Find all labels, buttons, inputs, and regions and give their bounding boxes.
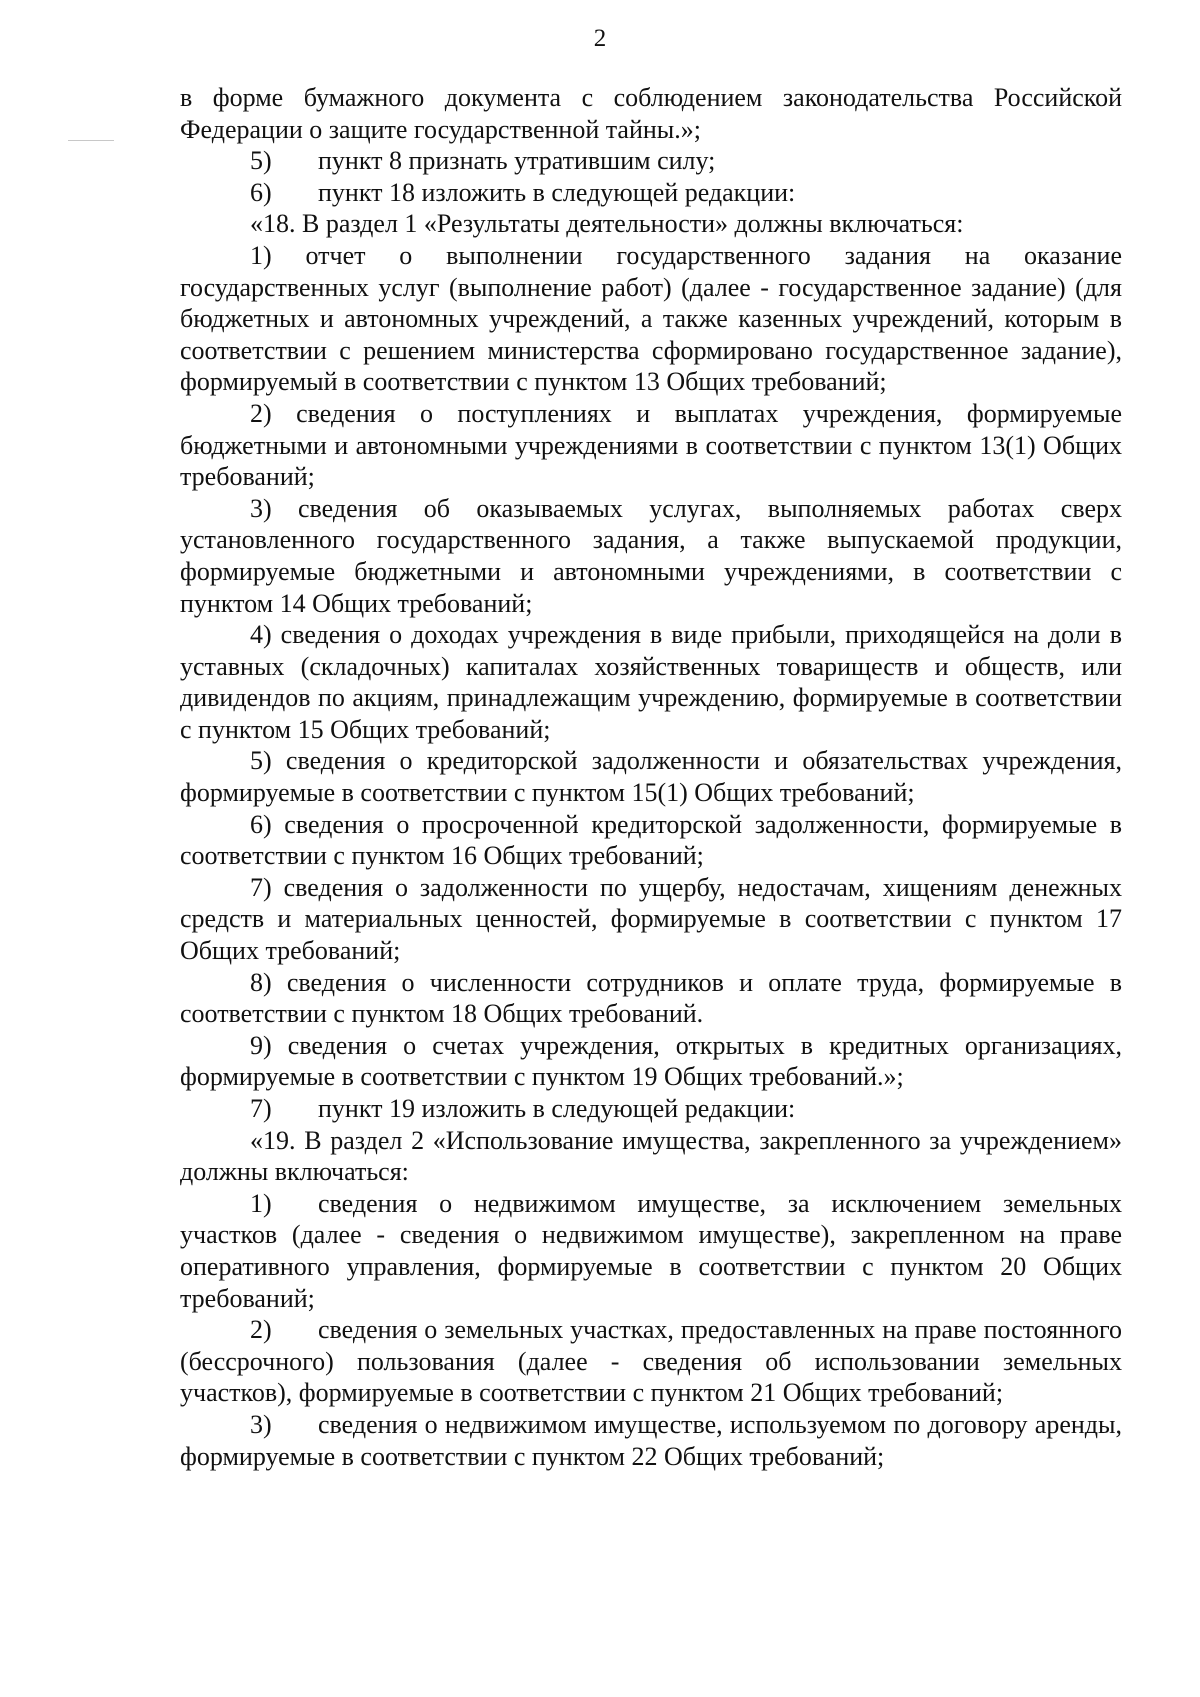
page-number: 2 bbox=[593, 25, 607, 52]
section-19-item-1 bbox=[180, 1188, 1122, 1314]
document-body bbox=[180, 82, 1122, 1472]
list-item-label: 1) bbox=[250, 1188, 272, 1218]
list-item-text: пункт 18 изложить в следующей редакции: bbox=[318, 177, 796, 207]
section-18-item-2: 2) сведения о поступлениях и выплатах учреждения, формируемые бюджетными и автономными учреждениями в соответствии с пунктом 13(1) Общих требований; bbox=[180, 398, 1122, 492]
list-item-label: 2) bbox=[250, 1315, 272, 1345]
list-item-label: 6) bbox=[250, 177, 272, 207]
list-item-text: сведения о недвижимом имуществе, за исключением земельных участков (далее - сведения о недвижимом имуществе), закрепленном на праве оперативного управления, формируемые в соответствии с пунктом 20 Общих требований; bbox=[180, 1188, 1122, 1313]
list-item-label: 5) bbox=[250, 146, 272, 176]
list-item-7 bbox=[180, 1093, 1122, 1125]
section-18-item-8: 8) сведения о численности сотрудников и оплате труда, формируемые в соответствии с пунктом 18 Общих требований. bbox=[180, 967, 1122, 1029]
section-18-item-7: 7) сведения о задолженности по ущербу, недостачам, хищениям денежных средств и материальных ценностей, формируемые в соответствии с пунктом 17 Общих требований; bbox=[180, 872, 1122, 966]
list-item-label: 7) bbox=[250, 1094, 272, 1123]
list-item-label: 3) bbox=[250, 1409, 272, 1439]
section-19-item-2 bbox=[180, 1314, 1122, 1409]
list-item-6 bbox=[180, 177, 1122, 209]
section-18-item-3: 3) сведения об оказываемых услугах, выполняемых работах сверх установленного государственного задания, а также выпускаемой продукции, формируемые бюджетными и автономными учреждениями, в соответствии с пунктом 14 Общих требований; bbox=[180, 493, 1122, 618]
section-19-item-3 bbox=[180, 1409, 1122, 1472]
section-18-item-4: 4) сведения о доходах учреждения в виде прибыли, приходящейся на доли в уставных (складочных) капиталах хозяйственных товариществ и обществ, или дивидендов по акциям, принадлежащим учреждению, формируемые в соответствии с пунктом 15 Общих требований; bbox=[180, 620, 1122, 744]
section-18-item-6: 6) сведения о просроченной кредиторской задолженности, формируемые в соответствии с пунктом 16 Общих требований; bbox=[180, 809, 1122, 871]
list-item-text: сведения о земельных участках, предоставленных на праве постоянного (бессрочного) пользования (далее - сведения об использовании земельных участков), формируемые в соответствии с пунктом 21 Общих требований; bbox=[180, 1315, 1122, 1408]
list-item-text: сведения о недвижимом имуществе, используемом по договору аренды, формируемые в соответствии с пунктом 22 Общих требований; bbox=[180, 1409, 1122, 1471]
list-item-text: пункт 8 признать утратившим силу; bbox=[318, 146, 716, 176]
list-item-text: пункт 19 изложить в следующей редакции: bbox=[318, 1094, 796, 1123]
section-18-item-9: 9) сведения о счетах учреждения, открытых в кредитных организациях, формируемые в соответствии с пунктом 19 Общих требований.»; bbox=[180, 1030, 1122, 1092]
scan-artifact-mark bbox=[68, 140, 114, 141]
section-19-heading: «19. В раздел 2 «Использование имущества, закрепленного за учреждением» должны включаться: bbox=[180, 1125, 1122, 1187]
section-18-heading: «18. В раздел 1 «Результаты деятельности» должны включаться: bbox=[250, 209, 964, 239]
list-item-5 bbox=[180, 145, 1122, 177]
paragraph-continuation: в форме бумажного документа с соблюдением законодательства Российской Федерации о защите государственной тайны.»; bbox=[180, 83, 1122, 144]
section-18-item-1: 1) отчет о выполнении государственного задания на оказание государственных услуг (выполнение работ) (далее - государственное задание) (для бюджетных и автономных учреждений, а также казенных учреждений, которым в соответствии с решением министерства сформировано государственное задание), формируемый в соответствии с пунктом 13 Общих требований; bbox=[180, 240, 1122, 397]
section-18-item-5: 5) сведения о кредиторской задолженности и обязательствах учреждения, формируемые в соответствии с пунктом 15(1) Общих требований; bbox=[180, 746, 1122, 808]
